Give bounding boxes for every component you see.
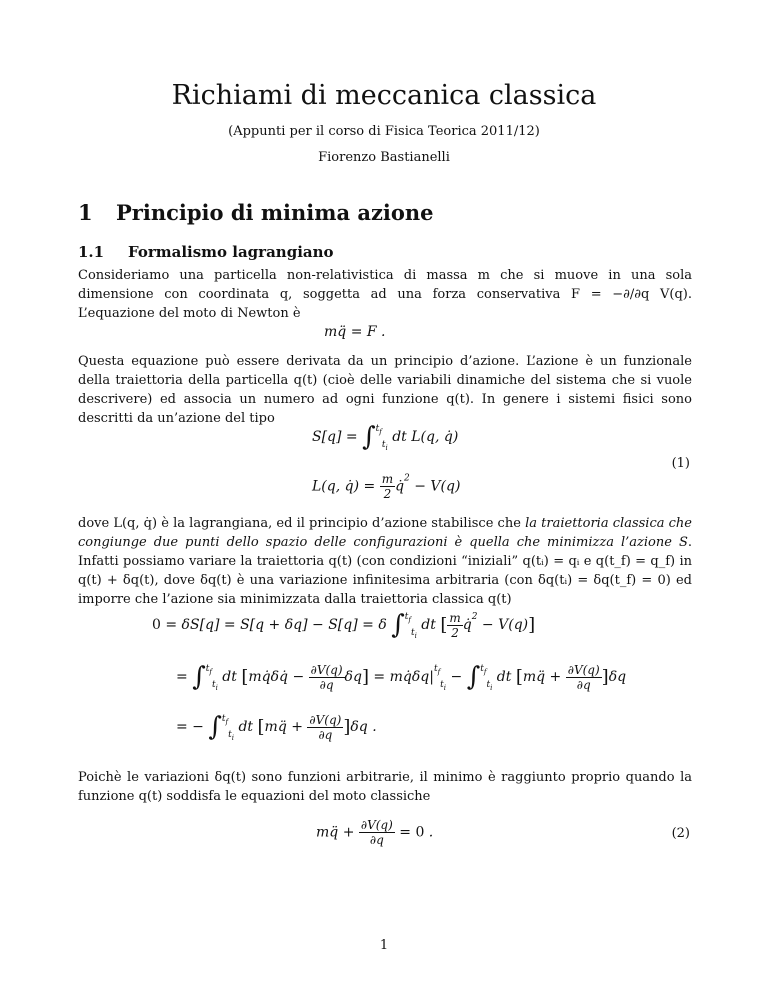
section-heading	[78, 200, 434, 225]
paper-title: Richiami di meccanica classica	[171, 80, 597, 111]
equation-variation-line1: 0 = δS[q] = S[q + δq] − S[q] = δ ∫$^{t_f}_{t_i}$ dt [ $\frac{m}{2}$ q̇$^2$ − V(q)]	[152, 610, 536, 640]
paragraph-intro	[78, 266, 692, 323]
equation-1-label: (1)	[671, 456, 690, 471]
paragraph-intro-text: Consideriamo una particella non-relativistica di massa m che si muove in una sola dimensione con coordinata q, soggetta ad una forza conservativa F = −∂/∂q V(q). L’equazione del moto di Newton è	[78, 268, 692, 321]
paragraph-conclusion	[78, 768, 692, 806]
paper-author: Fiorenzo Bastianelli	[318, 150, 450, 165]
equation-variation-line2: = ∫$^{t_f}_{t_i}$ dt [mq̇δq̇ − $\frac{\partial V(q)}{\partial q}$ $\delta q] = mq̇\delta q|^{t_f}_{t_i} - \int^{t_f}_{t_i}$ dt [mq̈ + $\frac{\partial V(q)}{\partial q}$ ]δq	[176, 662, 627, 692]
principle-text-a: dove L(q, q̇) è la lagrangiana, ed il principio d’azione stabilisce che	[78, 516, 526, 531]
equation-variation-line3: = − ∫$^{t_f}_{t_i}$ dt [mq̈ + $\frac{\partial V(q)}{\partial q}$ ]δq .	[176, 712, 377, 742]
equation-motion: mq̈ + $\frac{\partial V(q)}{\partial q}$ = 0 .	[316, 818, 434, 847]
section-number: 1	[78, 200, 93, 225]
paragraph-action-text: Questa equazione può essere derivata da un principio d’azione. L’azione è un funzionale della traiettoria della particella q(t) (cioè delle variabili dinamiche del sistema che si vuole descrivere) ed associa un numero ad ogni funzione q(t). In genere i sistemi fisici sono descritti da un’azione del tipo	[78, 354, 692, 426]
paragraph-principle-text	[78, 514, 692, 609]
paper-subtitle: (Appunti per il corso di Fisica Teorica 2011/12)	[228, 124, 540, 139]
principle-text-b: . Infatti possiamo variare la traiettoria q(t) (con condizioni “iniziali” q(tᵢ) = qᵢ e q(t_f) = q_f) in q(t) + δq(t), dove δq(t) è una variazione infinitesima arbitraria (con δq(tᵢ) = δq(t_f) = 0) ed imporre che l’azione sia minimizzata dalla traiettoria classica q(t)	[78, 535, 692, 607]
page-number: 1	[379, 938, 389, 953]
subsection-heading	[78, 243, 334, 261]
equation-lagrangian: L(q, q̇) = $\frac{m}{2}$ q̇$^2$ − V(q)	[312, 472, 461, 501]
equation-newton: mq̈ = F .	[324, 324, 386, 340]
paragraph-action	[78, 352, 692, 428]
equation-2-label: (2)	[671, 826, 690, 841]
paragraph-principle	[78, 514, 692, 609]
principle-text-italic: la traiettoria classica che congiunge due punti dello spazio delle configurazioni è quella che minimizza l’azione S	[78, 516, 692, 550]
equation-action: S[q] = ∫$^{t_f}_{t_i}$ dt L(q, q̇)	[312, 422, 459, 452]
subsection-number: 1.1	[78, 243, 105, 261]
subsection-title: Formalismo lagrangiano	[128, 243, 334, 261]
paragraph-conclusion-text: Poichè le variazioni δq(t) sono funzioni arbitrarie, il minimo è raggiunto proprio quando la funzione q(t) soddisfa le equazioni del moto classiche	[78, 770, 692, 804]
section-title: Principio di minima azione	[116, 200, 434, 225]
